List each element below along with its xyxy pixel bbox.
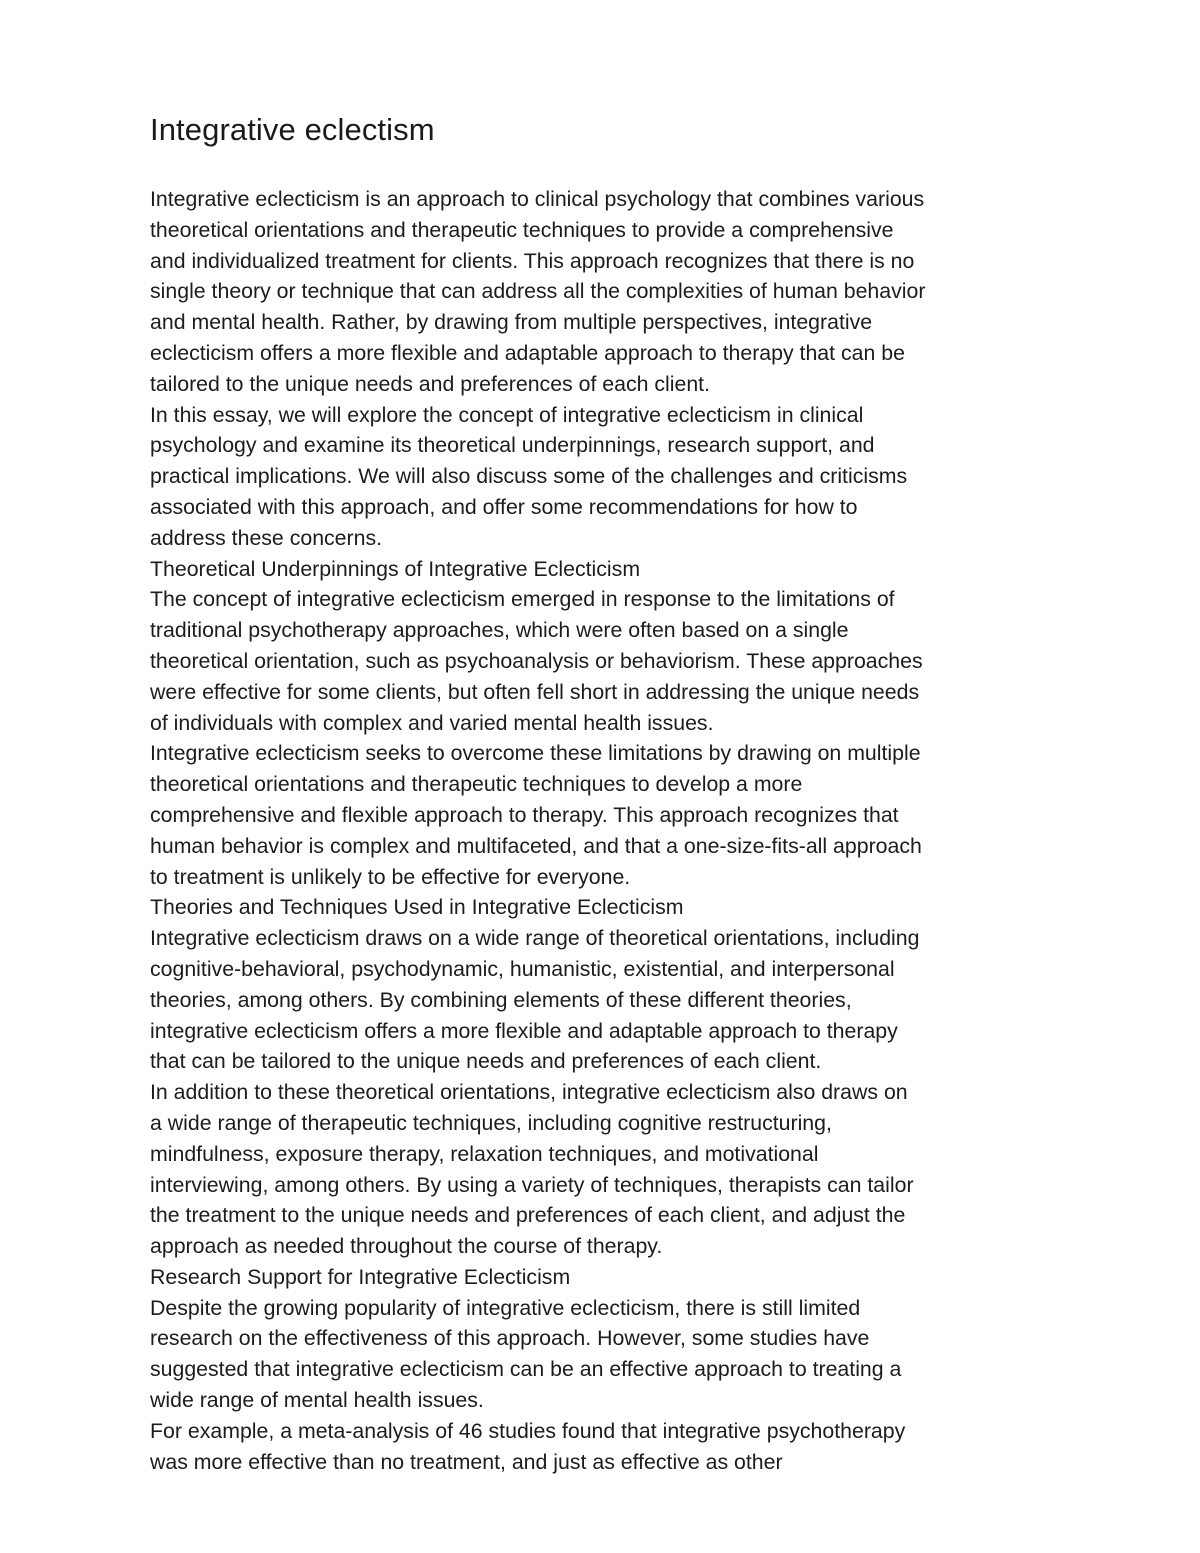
document-title: Integrative eclectism — [150, 112, 435, 147]
body-line: Integrative eclecticism draws on a wide range of theoretical orientations, including — [150, 926, 920, 951]
body-line: mindfulness, exposure therapy, relaxation techniques, and motivational — [150, 1141, 819, 1166]
body-line: of individuals with complex and varied mental health issues. — [150, 710, 714, 735]
body-line: and mental health. Rather, by drawing from multiple perspectives, integrative — [150, 310, 873, 335]
body-line: research on the effectiveness of this approach. However, some studies have — [150, 1326, 870, 1351]
body-line: single theory or technique that can address all the complexities of human behavior — [150, 279, 926, 304]
body-line: were effective for some clients, but often fell short in addressing the unique needs — [150, 679, 920, 704]
section-heading-research-support: Research Support for Integrative Eclecticism — [150, 1264, 571, 1289]
body-line: For example, a meta-analysis of 46 studies found that integrative psychotherapy — [150, 1418, 906, 1443]
section-heading-theories-and-techniques: Theories and Techniques Used in Integrative Eclecticism — [150, 895, 684, 920]
body-line: In addition to these theoretical orientations, integrative eclecticism also draws on — [150, 1080, 908, 1105]
body-line: The concept of integrative eclecticism emerged in response to the limitations of — [150, 587, 895, 612]
body-line: In this essay, we will explore the concept of integrative eclecticism in clinical — [150, 402, 864, 427]
body-line: practical implications. We will also discuss some of the challenges and criticisms — [150, 464, 908, 489]
body-line: psychology and examine its theoretical underpinnings, research support, and — [150, 433, 875, 458]
body-line: integrative eclecticism offers a more flexible and adaptable approach to therapy — [150, 1018, 898, 1043]
body-line: theoretical orientation, such as psychoanalysis or behaviorism. These approaches — [150, 648, 923, 673]
body-line: Despite the growing popularity of integrative eclecticism, there is still limited — [150, 1295, 861, 1320]
section-heading-theoretical-underpinnings: Theoretical Underpinnings of Integrative Eclecticism — [150, 556, 641, 581]
body-line: associated with this approach, and offer some recommendations for how to — [150, 494, 858, 519]
body-line: the treatment to the unique needs and preferences of each client, and adjust the — [150, 1203, 906, 1228]
body-line: comprehensive and flexible approach to therapy. This approach recognizes that — [150, 802, 899, 827]
body-line: theoretical orientations and therapeutic techniques to provide a comprehensive — [150, 217, 894, 242]
body-line: address these concerns. — [150, 525, 383, 550]
body-line: interviewing, among others. By using a variety of techniques, therapists can tailor — [150, 1172, 914, 1197]
body-line: Integrative eclecticism seeks to overcome these limitations by drawing on multiple — [150, 741, 921, 766]
document-body — [150, 184, 1080, 1477]
body-line: suggested that integrative eclecticism can be an effective approach to treating a — [150, 1357, 902, 1382]
body-line: Integrative eclecticism is an approach to clinical psychology that combines various — [150, 187, 925, 211]
body-line: traditional psychotherapy approaches, which were often based on a single — [150, 618, 849, 643]
body-line: was more effective than no treatment, and just as effective as other — [150, 1449, 783, 1474]
body-line: cognitive-behavioral, psychodynamic, humanistic, existential, and interpersonal — [150, 956, 895, 981]
body-line: approach as needed throughout the course of therapy. — [150, 1234, 663, 1259]
body-line: human behavior is complex and multifaceted, and that a one-size-fits-all approach — [150, 833, 922, 858]
body-line: theoretical orientations and therapeutic techniques to develop a more — [150, 772, 803, 797]
body-line: a wide range of therapeutic techniques, including cognitive restructuring, — [150, 1110, 832, 1135]
body-line: eclecticism offers a more flexible and adaptable approach to therapy that can be — [150, 340, 905, 365]
body-line: tailored to the unique needs and preferences of each client. — [150, 371, 711, 396]
body-line: to treatment is unlikely to be effective for everyone. — [150, 864, 631, 889]
body-line: that can be tailored to the unique needs and preferences of each client. — [150, 1049, 822, 1074]
body-line: wide range of mental health issues. — [150, 1388, 484, 1413]
body-line: theories, among others. By combining elements of these different theories, — [150, 987, 852, 1012]
body-line: and individualized treatment for clients. This approach recognizes that there is no — [150, 248, 915, 273]
